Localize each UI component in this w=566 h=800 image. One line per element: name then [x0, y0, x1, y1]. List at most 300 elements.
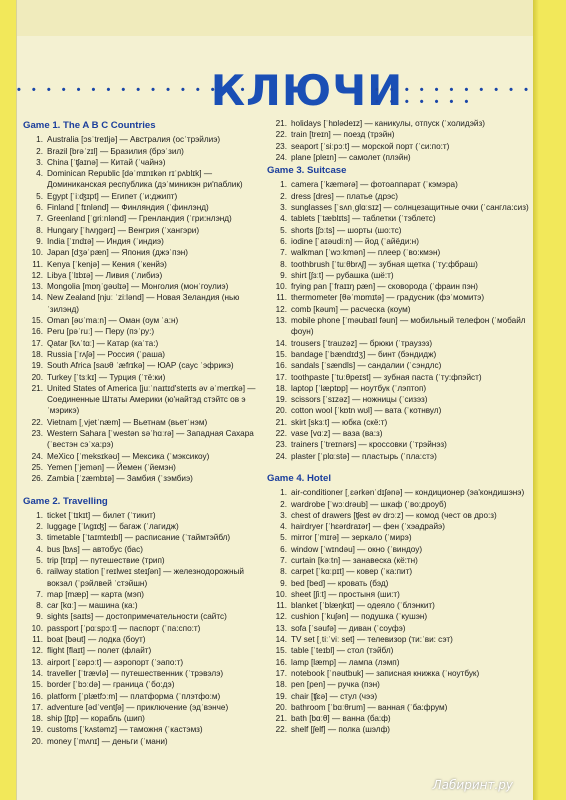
item-number: 7. — [36, 214, 43, 224]
list-item — [267, 578, 529, 589]
item-number: 17. — [31, 702, 43, 712]
item-text: tablets [ˈtæblɪts] — таблетки (ˈтэблетс) — [291, 214, 436, 224]
item-number: 10. — [31, 623, 43, 633]
watermark: Лабиринт.ру — [432, 778, 513, 792]
item-text: Mongolia [mɒŋˈgəʊlɪə] — Монголия (монˈгоулиэ) — [47, 282, 229, 292]
item-text: mobile phone [ˈməubaɪl fəun] — мобильный телефон (ˈмобайл фоун) — [291, 316, 526, 337]
list-item — [267, 487, 529, 498]
list-item — [23, 202, 271, 213]
item-text: bathroom [ˈbɑːθrum] — ванная (ˈба:фрум) — [291, 702, 448, 712]
list-item — [23, 736, 271, 747]
item-number: 21. — [31, 383, 43, 393]
item-text: mirror [ˈmɪrə] — зеркало (ˈмирэ) — [291, 533, 412, 543]
list-item — [267, 129, 529, 140]
list-item — [23, 589, 271, 600]
item-number: 1. — [280, 488, 287, 498]
item-number: 1. — [280, 180, 287, 190]
list-item — [23, 292, 271, 315]
item-number: 2. — [280, 191, 287, 201]
item-text: trousers [ˈtrauzəz] — брюки (ˈтраузэз) — [291, 338, 433, 348]
item-number: 3. — [36, 533, 43, 543]
list-item — [23, 360, 271, 371]
item-number: 7. — [36, 589, 43, 599]
item-number: 16. — [275, 361, 287, 371]
item-text: money [ˈmʌnɪ] — деньги (ˈмани) — [47, 736, 168, 746]
list-item — [23, 236, 271, 247]
item-text: vase [vɑːz] — ваза (ва:з) — [291, 429, 383, 439]
item-text: Greenland [ˈgriːnlənd] — Гренландия (ˈгри:нлэнд) — [47, 214, 232, 224]
item-text: bath [bɑːθ] — ванна (ба:ф) — [291, 714, 391, 724]
item-text: lamp [læmp] — лампа (лэмп) — [291, 657, 400, 667]
item-number: 19. — [31, 725, 43, 735]
list-item — [267, 691, 529, 702]
item-text: carpet [ˈkɑːpɪt] — ковер (ˈка:пит) — [291, 567, 413, 577]
item-text: Brazil [brəˈzɪl] — Бразилия (брэˈзил) — [47, 146, 184, 156]
item-text: Peru [pəˈruː] — Перу (пэˈру:) — [47, 327, 155, 337]
list-item — [267, 225, 529, 236]
item-text: map [mæp] — карта (мэп) — [47, 589, 145, 599]
game4-list — [267, 487, 529, 736]
list-item — [267, 292, 529, 303]
item-number: 14. — [31, 668, 43, 678]
item-text: shelf [ʃelf] — полка (шэлф) — [291, 725, 391, 735]
list-item — [23, 326, 271, 337]
list-item — [267, 702, 529, 713]
item-text: trainers [ˈtreɪnərs] — кроссовки (ˈтрэйнэз) — [291, 440, 447, 450]
item-text: plane [pleɪn] — самолет (плэйн) — [291, 152, 411, 162]
list-item — [267, 372, 529, 383]
item-text: camera [ˈkæmərə] — фотоаппарат (ˈкэмэра) — [291, 180, 458, 190]
item-text: toothpaste [ˈtuːθpeɪst] — зубная паста (ˈту:фпэйст) — [291, 372, 482, 382]
list-item — [267, 555, 529, 566]
item-text: flight [flaɪt] — полет (флайт) — [47, 646, 152, 656]
list-item — [267, 600, 529, 611]
item-number: 2. — [280, 499, 287, 509]
item-text: seaport [ˈsiːpɔːt] — морской порт (ˈси:по:т) — [291, 141, 450, 151]
answer-key-page — [16, 0, 533, 800]
binding-shadow — [533, 0, 539, 800]
item-number: 13. — [275, 316, 287, 326]
item-number: 17. — [31, 338, 43, 348]
game1-list — [23, 134, 271, 484]
item-text: Western Sahara [ˈwestən səˈhɑːrə] — Западная Сахара (ˈвестэн сэˈха:рэ) — [47, 429, 254, 450]
item-text: sofa [ˈsəufə] — диван (ˈсоуфэ) — [291, 623, 406, 633]
item-number: 13. — [31, 282, 43, 292]
section-title-game4: Game 4. Hotel — [267, 472, 331, 484]
item-number: 21. — [275, 119, 287, 128]
list-item — [23, 372, 271, 383]
item-number: 20. — [31, 736, 43, 746]
item-text: Vietnam [ˌvjetˈnæm] — Вьетнам (вьетˈнэм) — [47, 417, 208, 427]
item-text: Australia [ɔsˈtreɪljə] — Австралия (оcˈтрэйлиэ) — [47, 135, 221, 145]
item-text: plaster [ˈplɑːstə] — пластырь (ˈпла:стэ) — [291, 451, 437, 461]
item-number: 16. — [31, 327, 43, 337]
item-text: Russia [ˈrʌʃə] — Россия (ˈраша) — [47, 349, 166, 359]
list-item — [267, 191, 529, 202]
list-item — [23, 544, 271, 555]
item-number: 15. — [31, 316, 43, 326]
item-text: Japan [dʒəˈpæn] — Япония (джэˈпэн) — [47, 248, 188, 258]
item-number: 10. — [275, 282, 287, 292]
item-text: car [kɑː] — машина (ка:) — [47, 601, 138, 611]
item-number: 15. — [31, 680, 43, 690]
item-number: 12. — [31, 646, 43, 656]
item-number: 24. — [31, 451, 43, 461]
item-number: 18. — [275, 680, 287, 690]
item-text: scissors [ˈsɪzəz] — ножницы (ˈсизэз) — [291, 395, 428, 405]
game2-list — [23, 510, 271, 747]
item-text: TV set [ˌtiːˈviː set] — телевизор (ти:ˈви: сэт) — [291, 635, 453, 645]
item-text: bandage [ˈbændɪdʒ] — бинт (бэндидж) — [291, 349, 437, 359]
item-number: 5. — [36, 191, 43, 201]
list-item — [23, 383, 271, 417]
item-text: sheet [ʃiːt] — простыня (ши:т) — [291, 589, 400, 599]
item-number: 13. — [31, 657, 43, 667]
item-number: 16. — [31, 691, 43, 701]
game2-continued-list — [267, 118, 529, 163]
item-number: 8. — [36, 225, 43, 235]
item-number: 8. — [280, 259, 287, 269]
list-item — [23, 259, 271, 270]
item-number: 5. — [280, 533, 287, 543]
list-item — [23, 134, 271, 145]
list-item — [267, 510, 529, 521]
list-item — [267, 213, 529, 224]
item-number: 15. — [275, 646, 287, 656]
item-text: air-conditioner [ˌɛərkənˈdɪʃənə] — кондиционер (эа'кондишэнэ) — [291, 488, 525, 498]
item-number: 2. — [36, 146, 43, 156]
item-text: Finland [ˈfɪnlənd] — Финляндия (ˈфинлэнд) — [47, 203, 209, 213]
list-item — [23, 157, 271, 168]
list-item — [267, 428, 529, 439]
item-text: ticket [ˈtɪkɪt] — билет (ˈтикит) — [47, 510, 156, 520]
list-item — [267, 118, 529, 129]
list-item — [23, 247, 271, 258]
item-text: shirt [ʃɜːt] — рубашка (шё:т) — [291, 270, 394, 280]
item-text: window [ˈwɪndəu] — окно (ˈвиндоу) — [291, 544, 423, 554]
list-item — [267, 349, 529, 360]
item-number: 7. — [280, 555, 287, 565]
list-item — [23, 566, 271, 589]
item-text: frying pan [ˈfraɪɪŋ pæn] — сковорода (ˈфраин пэн) — [291, 282, 479, 292]
list-item — [23, 281, 271, 292]
list-item — [23, 679, 271, 690]
item-text: China [ˈʧaɪnə] — Китай (ˈчайнэ) — [47, 157, 166, 167]
list-item — [267, 247, 529, 258]
item-number: 1. — [36, 135, 43, 145]
section-title-game1: Game 1. The A B C Countries — [23, 120, 156, 131]
list-item — [267, 544, 529, 555]
list-item — [23, 462, 271, 473]
list-item — [23, 713, 271, 724]
item-text: boat [bəut] — лодка (боут) — [47, 635, 146, 645]
item-number: 9. — [36, 612, 43, 622]
item-text: blanket [ˈblæŋkɪt] — одеяло (ˈблэнкит) — [291, 601, 435, 611]
item-text: Yemen [ˈjemən] — Йемен (ˈйемэн) — [47, 462, 176, 472]
item-number: 9. — [280, 270, 287, 280]
item-text: laptop [ˈlæptɒp] — ноутбук (ˈлэптоп) — [291, 383, 427, 393]
game3-list — [267, 179, 529, 461]
item-text: hairdryer [ˈhɛərdraɪər] — фен (ˈхэадрайэ) — [291, 522, 445, 532]
item-number: 3. — [280, 510, 287, 520]
item-number: 14. — [31, 293, 43, 303]
list-item — [23, 428, 271, 451]
item-text: Dominican Republic [dəˈmɪnɪkən rɪˈpʌblɪk] — Доминиканская республика (дэˈминикэн ри'паблик) — [47, 169, 243, 190]
item-text: skirt [skɜːt] — юбка (скё:т) — [291, 417, 388, 427]
item-number: 3. — [36, 157, 43, 167]
list-item — [267, 236, 529, 247]
list-item — [267, 657, 529, 668]
item-text: South Africa [saʊθ ˈæfrɪkə] — ЮАР (саус ˈэфрикэ) — [47, 361, 234, 371]
item-text: passport [ˈpɑːspɔːt] — паспорт (ˈпа:спо:т) — [47, 623, 201, 633]
item-number: 11. — [32, 635, 43, 645]
item-text: toothbrush [ˈtuːθbrʌʃ] — зубная щетка (ˈту:фбраш) — [291, 259, 478, 269]
item-text: dress [dres] — платье (дрэс) — [291, 191, 398, 201]
list-item — [23, 473, 271, 484]
list-item — [267, 179, 529, 190]
list-item — [23, 213, 271, 224]
item-text: sights [saɪts] — достопримечательности (сайтс) — [47, 612, 227, 622]
list-item — [23, 623, 271, 634]
list-item — [267, 679, 529, 690]
item-number: 6. — [280, 544, 287, 554]
item-number: 14. — [275, 338, 287, 348]
item-number: 6. — [36, 203, 43, 213]
item-text: Egypt [ˈiːʤɪpt] — Египет (ˈи:джипт) — [47, 191, 178, 201]
list-item — [267, 383, 529, 394]
item-text: adventure [ədˈventʃə] — приключение (эдˈвэнче) — [47, 702, 229, 712]
item-text: walkman [ˈwɔːkmən] — плеер (ˈво:кмэн) — [291, 248, 441, 258]
item-text: comb [kəum] — расческа (коум) — [291, 304, 411, 314]
item-number: 11. — [32, 259, 43, 269]
item-text: cushion [ˈkuʃən] — подушка (ˈкушэн) — [291, 612, 428, 622]
section-title-game3: Game 3. Suitcase — [267, 165, 347, 177]
item-text: chest of drawers [ʧest əv drɔːz] — комод (чест ов дро:з) — [291, 510, 497, 520]
list-item — [23, 521, 271, 532]
list-item — [267, 611, 529, 622]
item-text: wardrobe [ˈwɔːdrəub] — шкаф (ˈво:дроуб) — [291, 499, 447, 509]
item-text: India [ˈɪndɪə] — Индия (ˈиндиэ) — [47, 236, 164, 246]
item-number: 4. — [36, 169, 43, 179]
item-text: Kenya [ˈkenjə] — Кения (ˈкенйэ) — [47, 259, 167, 269]
item-number: 18. — [275, 383, 287, 393]
item-text: Oman [əʊˈmaːn] — Оман (оум ˈа:н) — [47, 316, 179, 326]
item-text: holidays [ˈhɒlədeɪz] — каникулы, отпуск (ˈхолидэйз) — [291, 119, 485, 128]
list-item — [267, 394, 529, 405]
list-item — [23, 691, 271, 702]
item-number: 20. — [275, 702, 287, 712]
item-text: curtain [kəːtn] — занавеска (кё:тн) — [291, 555, 418, 565]
item-number: 8. — [36, 601, 43, 611]
list-item — [23, 315, 271, 326]
item-number: 9. — [280, 578, 287, 588]
item-number: 17. — [275, 372, 287, 382]
list-item — [23, 510, 271, 521]
item-number: 11. — [276, 601, 287, 611]
item-number: 13. — [275, 623, 287, 633]
item-number: 25. — [31, 462, 43, 472]
item-text: Zambia [ˈzæmbɪə] — Замбия (ˈзэмбиэ) — [47, 474, 193, 484]
item-number: 21. — [275, 714, 287, 724]
item-text: notebook [ˈnəutbuk] — записная книжка (ˈноутбук) — [291, 668, 480, 678]
list-item — [267, 259, 529, 270]
list-item — [23, 724, 271, 735]
item-number: 8. — [280, 567, 287, 577]
right-column — [267, 118, 529, 736]
list-item — [267, 724, 529, 735]
item-text: train [treɪn] — поезд (трэйн) — [291, 130, 395, 140]
item-number: 11. — [276, 293, 287, 303]
item-number: 2. — [36, 522, 43, 532]
item-text: iodine [ˈaɪəudiːn] — йод (ˈайёди:н) — [291, 236, 419, 246]
item-number: 4. — [280, 214, 287, 224]
item-number: 22. — [275, 429, 287, 439]
list-item — [23, 657, 271, 668]
list-item — [23, 600, 271, 611]
list-item — [267, 532, 529, 543]
item-text: traveller [ˈtrævlə] — путешественник (ˈтрэвэлэ) — [47, 668, 224, 678]
item-text: MeXico [ˈmeksɪkəʊ] — Мексика (ˈмэксикоу) — [47, 451, 210, 461]
item-number: 22. — [275, 130, 287, 140]
item-text: Libya [ˈlɪbɪə] — Ливия (ˈлибиэ) — [47, 270, 163, 280]
item-text: cotton wool [ˈkɒtn wʊl] — вата (ˈкотнвул) — [291, 406, 442, 416]
item-text: thermometer [θəˈmɒmɪtə] — градусник (фэˈмомитэ) — [291, 293, 485, 303]
list-item — [23, 611, 271, 622]
list-item — [267, 566, 529, 577]
item-text: luggage [ˈlʌgɪʤ] — багаж (ˈлагидж) — [47, 522, 179, 532]
item-text: border [ˈbɔːdə] — граница (ˈбо:дэ) — [47, 680, 175, 690]
item-number: 10. — [275, 589, 287, 599]
item-number: 23. — [275, 141, 287, 151]
list-item — [267, 589, 529, 600]
item-number: 10. — [31, 248, 43, 258]
item-number: 22. — [275, 725, 287, 735]
item-text: New Zealand [njuː ˈziːlənd] — Новая Зеландия (нью ˈзилэнд) — [47, 293, 240, 314]
list-item — [23, 702, 271, 713]
list-item — [267, 360, 529, 371]
item-number: 4. — [36, 544, 43, 554]
list-item — [23, 532, 271, 543]
list-item — [267, 623, 529, 634]
item-text: platform [ˈplætfɔːm] — платформа (ˈплэтфо:м) — [47, 691, 221, 701]
decorative-dots-right: • • • • • • • • • • • • • • • • • • — [375, 84, 532, 108]
item-number: 26. — [31, 474, 43, 484]
list-item — [23, 417, 271, 428]
item-number: 12. — [275, 612, 287, 622]
list-item — [23, 668, 271, 679]
list-item — [267, 338, 529, 349]
list-item — [23, 168, 271, 191]
item-number: 21. — [275, 417, 287, 427]
item-number: 19. — [31, 361, 43, 371]
list-item — [23, 270, 271, 281]
list-item — [267, 499, 529, 510]
list-item — [267, 281, 529, 292]
item-text: United States of America [juːˈnaɪtɪd'steɪts əv əˈmerɪkə] — Соединенные Штаты Америки (ю'найтэд стэйтс ов эˈмэрикэ) — [47, 383, 256, 416]
item-number: 23. — [275, 440, 287, 450]
item-text: airport [ˈɛəpɔːt] — аэропорт (ˈэапо:т) — [47, 657, 184, 667]
item-number: 24. — [275, 451, 287, 461]
item-text: customs [ˈkʌstəmz] — таможня (ˈкастэмз) — [47, 725, 203, 735]
item-number: 4. — [280, 522, 287, 532]
item-number: 9. — [36, 236, 43, 246]
left-column — [23, 118, 271, 747]
item-number: 17. — [275, 668, 287, 678]
item-number: 6. — [36, 567, 43, 577]
item-number: 20. — [31, 372, 43, 382]
list-item — [267, 141, 529, 152]
list-item — [267, 668, 529, 679]
item-number: 18. — [31, 349, 43, 359]
item-text: railway station [ˈreɪlweɪ steɪʃən] — железнодорожный вокзал (ˈрэйлвей ˈстэйшн) — [47, 567, 244, 588]
list-item — [23, 191, 271, 202]
item-number: 5. — [36, 555, 43, 565]
list-item — [23, 349, 271, 360]
item-number: 1. — [36, 510, 43, 520]
item-number: 6. — [280, 236, 287, 246]
item-number: 19. — [275, 395, 287, 405]
list-item — [267, 152, 529, 163]
item-number: 3. — [280, 203, 287, 213]
list-item — [23, 225, 271, 236]
list-item — [23, 645, 271, 656]
list-item — [23, 146, 271, 157]
item-number: 14. — [275, 635, 287, 645]
item-text: timetable [ˈtaɪmteɪbl] — расписание (ˈтаймтэйбл) — [47, 533, 231, 543]
list-item — [23, 634, 271, 645]
item-text: sandals [ˈsændls] — сандалии (ˈсэндлс) — [291, 361, 442, 371]
item-text: trip [trɪp] — путешествие (трип) — [47, 555, 165, 565]
item-text: Turkey [ˈtɜːkɪ] — Турция (ˈтё:ки) — [47, 372, 166, 382]
item-text: ship [ʃɪp] — корабль (шип) — [47, 714, 145, 724]
item-number: 24. — [275, 152, 287, 162]
item-number: 18. — [31, 714, 43, 724]
item-number: 23. — [31, 429, 43, 439]
item-text: sunglasses [ˈsʌnˌglɑːsɪz] — солнцезащитные очки (ˈсанглa:сиз) — [291, 203, 529, 213]
item-text: chair [ʧɛə] — стул (чээ) — [291, 691, 378, 701]
list-item — [267, 202, 529, 213]
item-text: shorts [ʃɔːts] — шорты (шо:тс) — [291, 225, 402, 235]
decorative-dots-left: • • • • • • • • • • • • • • • • • • — [17, 84, 279, 96]
list-item — [267, 439, 529, 450]
list-item — [23, 451, 271, 462]
list-item — [267, 270, 529, 281]
list-item — [267, 634, 529, 645]
item-text: Hungary [ˈhʌŋgərɪ] — Венгрия (ˈхангэри) — [47, 225, 200, 235]
list-item — [23, 338, 271, 349]
item-number: 19. — [275, 691, 287, 701]
item-text: pen [pen] — ручка (пэн) — [291, 680, 380, 690]
list-item — [267, 713, 529, 724]
item-text: table [ˈteɪbl] — стол (тэйбл) — [291, 646, 394, 656]
item-number: 12. — [31, 270, 43, 280]
item-number: 15. — [275, 349, 287, 359]
list-item — [267, 315, 529, 338]
item-number: 12. — [275, 304, 287, 314]
list-item — [23, 555, 271, 566]
list-item — [267, 304, 529, 315]
list-item — [267, 405, 529, 416]
page-top-strip — [17, 0, 533, 36]
section-title-game2: Game 2. Travelling — [23, 495, 108, 507]
item-number: 7. — [280, 248, 287, 258]
item-text: bed [bed] — кровать (бэд) — [291, 578, 389, 588]
item-number: 22. — [31, 417, 43, 427]
list-item — [267, 451, 529, 462]
item-text: Qatar [kʌˈtɑː] — Катар (каˈта:) — [47, 338, 159, 348]
list-item — [267, 417, 529, 428]
list-item — [267, 521, 529, 532]
